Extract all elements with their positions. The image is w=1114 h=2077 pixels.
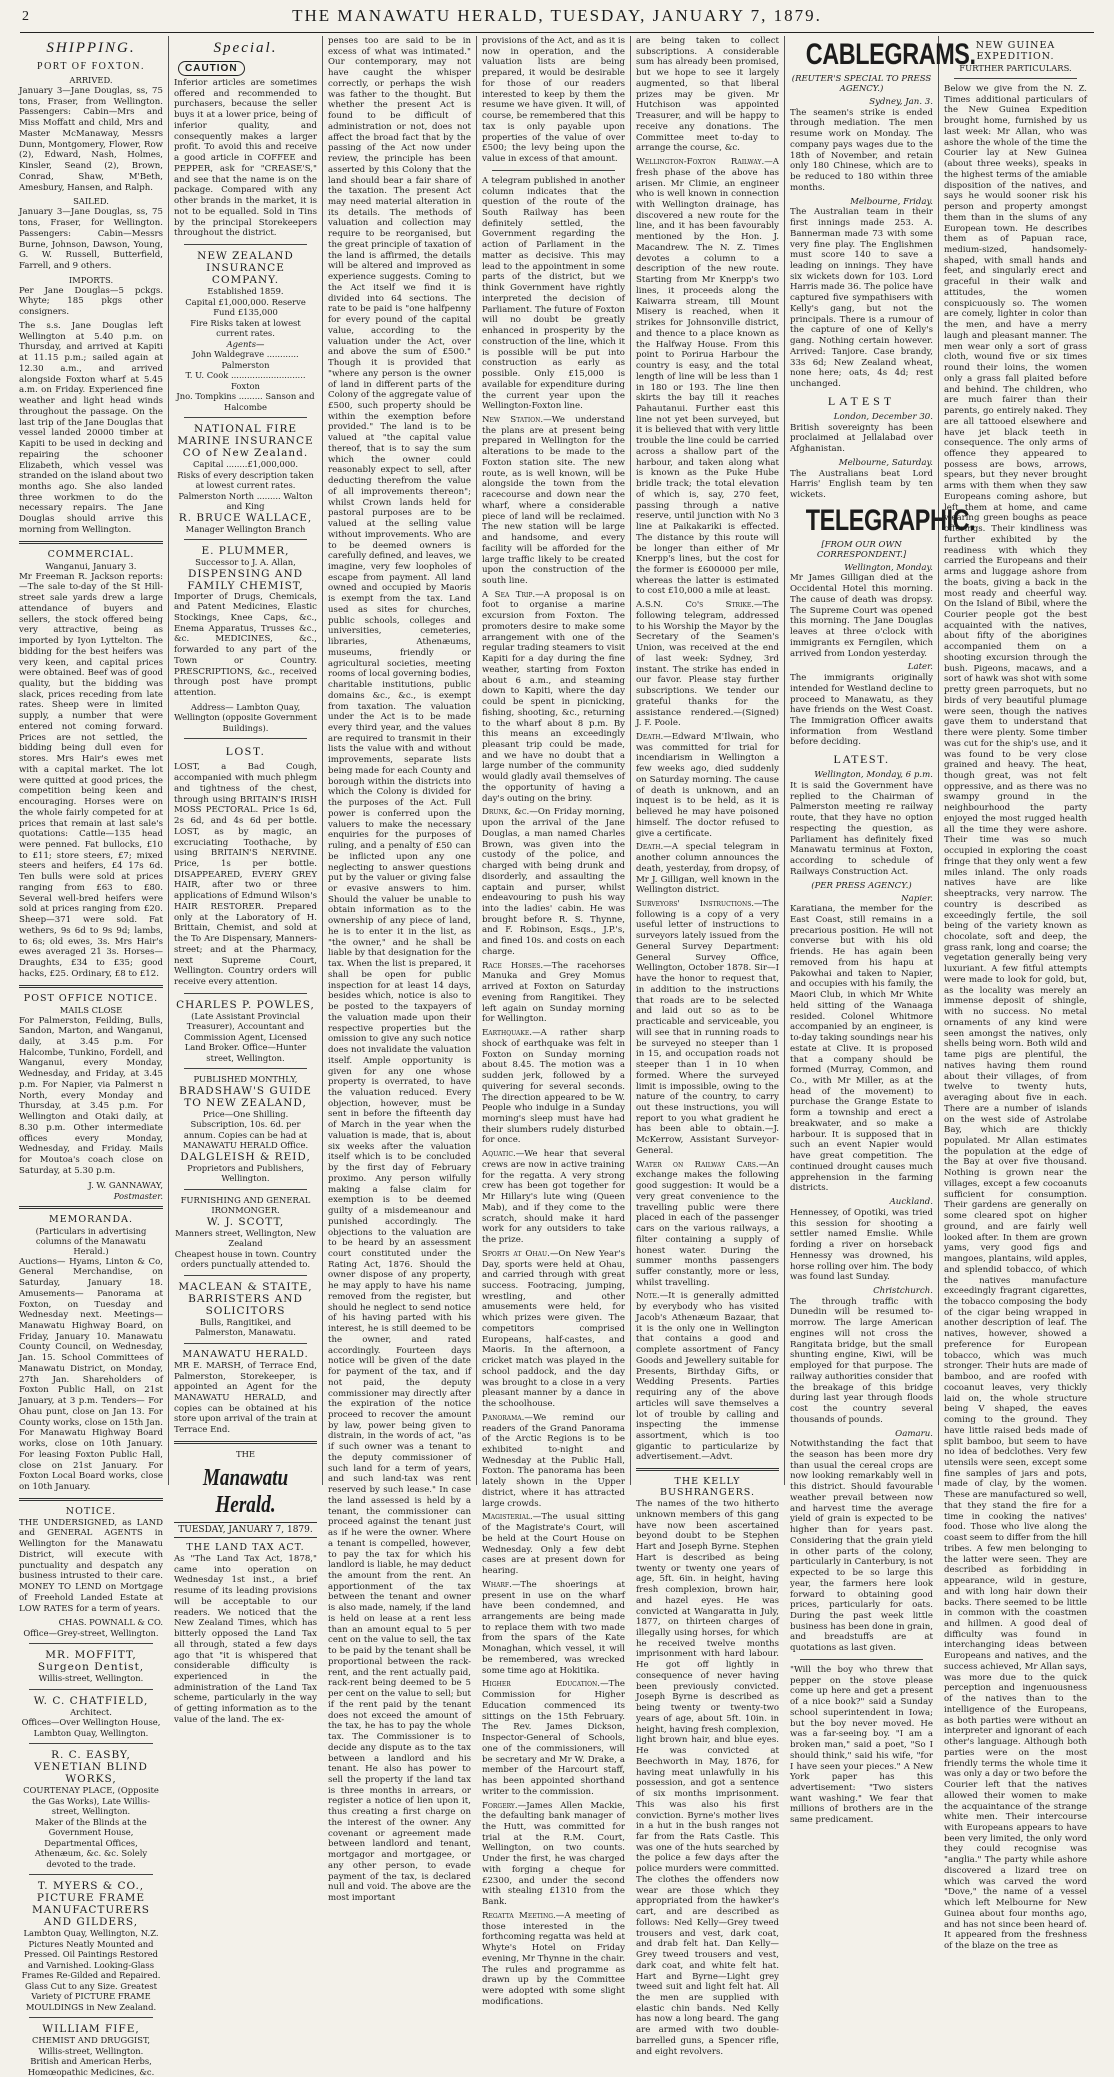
column-7 [938, 36, 1092, 1952]
maclean-trade: BARRISTERS AND SOLICITORS [188, 1292, 303, 1317]
notice-text: THE UNDERSIGNED, as LAND and GENERAL AGENTS in Wellington for the Manawatu District, will execute with punctuality and despatch any business intrusted to their care. MONEY TO LEND on Mortgage of Freehold Landed Estate at LOW RATES for a term of years. [19, 1517, 163, 1614]
kelly-text: The names of the two hitherto unknown members of this gang have now been ascertained beyond doubt to be Stephen Hart and Joseph Byrne. Stephen Hart is described as being twenty or twenty one years of age, 5ft. 6in. in height, having fresh complexion, brown hair, and hazel eyes. He was convicted at Wangaratta in July, 1877, on thirteen charges of illegally using horses, for which he received twelve months imprisonment with hard labour. He got off lightly in consequence of never having been previously convicted. Joseph Byrne is described as being twenty or twenty-two years of age, about 5ft. 10in. in height, having fresh complexion, light brown hair, and blue eyes. He was convicted at Beechworth in May, 1876, for having meat unlawfully in his possession, and got a sentence of six months imprisonment. This was also his first conviction. Byrne's mother lives in a hut in the bush ranges not far from the Rats Castle. This was one of the huts searched by the police a few days after the police murders were committed. The clothes the offenders now wear are those which they appropriated from the hawker's cart, and are described as follows: Ned Kelly—Grey tweed trousers and vest, dark coat, and drab felt hat. Dan Kelly—Grey tweed trousers and vest, dark coat, and white felt hat. Hart and Byrne—Light grey tweed suit and light felt hat. All the men are supplied with elastic chin bands. Ned Kelly has now a long beard. The gang are armed with two double-barrelled guns, a Spencer rifle, and eight revolvers. [636, 1499, 779, 2057]
scott-advert [174, 1195, 317, 1270]
moffitt-name: MR. MOFFITT, Surgeon Dentist, [37, 1649, 145, 1674]
leader-heading: THE LAND TAX ACT. [186, 1541, 305, 1553]
local-news-body: We understand the plans are at present being prepared in Wellington for the alterations to be made to the Foxton station site. The new route, as is well known, will be alongside the town from the racecourse and down near the wharf, where a considerable piece of land will be reclaimed. The new station will be large and handsome, and every facility will be afforded for the large traffic likely to be created upon the construction of the south line. [482, 414, 625, 586]
telegraphic-list [790, 563, 933, 748]
latest-place: London, December 30. [833, 411, 933, 422]
news-body: A fresh phase of the above has arisen. Mr Climie, an engineer who is well known in connection with Wellington drainage, has discovered a new route for the line, and it has been favourably mentioned by the Hon. J. Macandrew. The N. Z. Times devotes a column to a description of the new route. Starting from Mr Knerpp's two lines, it proceeds along the Kaiwarra stream, till Mount Misery is reached, when it strikes for Johnsonville district, and thence to a place known as the Halfway House. From this point to Porirua Harbour the country is easy, and the total length of line will be less than 1 in 180 or 193. The line then skirts the bay till it reaches Pahautanui. Further east this line not yet been surveyed, but it is believed that with very little trouble the line could be carried across a shallow part of the harbour, and taken along what is known as the Puke Hube bridle track; the total elevation of which is, say, 270 feet, passing through a native reserve, until junction with No 3 line at Paikakariki is effected. The distance by this route will be longer than either of Mr Knerpp's lines, but the cost for the former is £600000 per mile, whereas the latter is estimated to cost £10,000 a mile at least. [636, 157, 779, 597]
caution-tag: CAUTION [178, 61, 245, 76]
latest2-heading: LATEST. [833, 752, 890, 767]
divider [184, 1343, 307, 1344]
divider [19, 985, 163, 988]
special-heading: Special. [213, 40, 278, 56]
caution-advert [178, 61, 317, 76]
columns [14, 36, 1100, 2077]
cablegram-place: Melbourne, Friday. [850, 196, 933, 207]
nz-insurance-title: NEW ZEALAND INSURANCE COMPANY. [197, 250, 294, 287]
divider [29, 1643, 153, 1644]
latest-list [790, 412, 933, 501]
latest-heading: LATEST [827, 393, 896, 408]
news-head: Water on Railway Cars. [636, 1159, 759, 1170]
the-label: THE [235, 1448, 255, 1459]
myers-advert [19, 1880, 163, 2012]
news-head: Note. [636, 1291, 660, 1302]
issue-date: TUESDAY, JANUARY 7, 1879. [174, 1522, 317, 1538]
cablegram-body: The seamen's strike is ended through mediation. The men resume work on Monday. The company pays wages due to the 18th of November, and retain only 180 Chinese, which are to be reduced to 180 within three months. [790, 107, 933, 193]
local-news-head: Magisterial. [482, 1512, 533, 1523]
paper-name: Manawatu Herald. [202, 1464, 289, 1518]
page-number: 2 [22, 9, 31, 24]
news-item: Surveyors' Instructions.—The following is a copy of a very useful letter of instructions to surveyors lately issued from the General Survey Department: General Survey Office, Wellington, October 1878. Sir—I have the honor to request that, in addition to the instructions that roads are to be selected and laid out so as to be practicable and serviceable, you will see that in running roads to be surveyed no steeper than 1 in 15, and occupation roads not steeper than 1 in 10 when formed. Where the surveyed limit is impossible, owing to the nature of the country, to carry out these instructions, you will report to you what gradient he has been able to obtain.—J. McKerrow, Assistant Surveyor-General. [636, 899, 779, 1156]
memoranda-text: Auctions— Hyams, Linton & Co, General Merchandise, on Saturday, January 18. Amusements— Panorama at Foxton, on Tuesday and Wednesday next. Meetings— Manawatu Highway Board, on Friday, January 10. Manawatu County Council, on Wednesday, Jan. 15. School Committees of Manawatu District, on Monday, 27th Jan. Shareholders of Foxton Public Hall, on 21st January, at 3 p.m. Tenders— For Ohau punt, close on Jan 13. For County works, close on 15th Jan. For Manawatu Highway Board works, close on 10th January. For leasing Foxton Public Hall, close on 21st January. For Foxton Local Board works, close on 10th January. [19, 1256, 163, 1492]
fife-name: WILLIAM FIFE, [42, 2023, 140, 2036]
national-capital: Capital ........£1,000,000. [192, 459, 299, 470]
local-news-item: Forgery.—James Allen Mackie, the defaulting bank manager of the Hutt, was committed for trial at the R.M. Court, Wellington, on two counts. Under the first, he was charged with forging a cheque for £2300, and under the second with stealing £1310 from the Bank. [482, 1800, 625, 1908]
easby-trade: VENETIAN BLIND WORKS, [34, 1761, 148, 1786]
latest-body: British sovereignty has been proclaimed at Jellalabad over Afghanistan. [790, 422, 933, 455]
maclean-advert [174, 1281, 317, 1338]
telegraphic-place: Later. [907, 662, 933, 673]
press-place: Auckland. [889, 1197, 933, 1208]
local-news-body: James Allen Mackie, the defaulting bank manager of the Hutt, was committed for trial at the R.M. Court, Wellington, on two counts. Under the first, he was charged with forging a cheque for £2300, and under the second with stealing £1310 from the Bank. [482, 1800, 625, 1908]
news-item: Water on Railway Cars.—An exchange makes the following good suggestion: It would be a very great convenience to the travelling public were there placed in each of the passenger cars on the various railways, a filter containing a supply of honest water. During the summer months passengers suffer constantly, more or less, whilst travelling. [636, 1159, 779, 1288]
divider [954, 78, 1077, 79]
press-place: Christchurch. [873, 1285, 933, 1296]
press-place: Oamaru. [895, 1428, 933, 1439]
new-guinea-sub: FURTHER PARTICULARS. [959, 63, 1072, 73]
moffitt-address: Willis-street, Wellington. [38, 1673, 144, 1684]
divider [29, 2017, 153, 2018]
post-office-text: For Palmerston, Feilding, Bulls, Sandon, Marton, and Wanganui, daily, at 3.45 p.m. For Halcombe, Tunkino, Fordell, and Wanganui, every Monday, Wednesday, and Friday, at 3.45 p.m. For Napier, via Palmerst n North, every Monday and Thursday, at 3.45 p.m. For Wellington and Otaki daily, at 8.30 p.m. Other intermediate offices every Monday, Wednesday, and Friday. Mails for Moutoa's coach close on Saturday, at 5.30 p.m. [19, 1015, 163, 1176]
fife-text: British and American Herbs, Homœopathic Medicines, &c. [27, 2056, 155, 2077]
press-item [790, 1286, 933, 1426]
local-news-item: Panorama.—We remind our readers of the Grand Panorama of the Arctic Regions is to be exhibited to-night and Wednesday at the Public Hall, Foxton. The panorama has been lately shown in the Upper district, where it has attracted large crowds. [482, 1412, 625, 1509]
notice-firm-address: Office—Grey-street, Wellington. [23, 1628, 159, 1639]
local-news-item: Race Horses.—The racehorses Manuka and Grey Momus arrived at Foxton on Saturday evening from Rangitikei. They left again on Sunday morning for Wellington. [482, 960, 625, 1025]
divider [29, 1689, 153, 1690]
national-agents-2: R. BRUCE WALLACE, [178, 511, 313, 524]
column-6 [784, 36, 976, 1826]
myers-trade: PICTURE FRAME MANUFACTURERS AND GILDERS, [32, 1892, 150, 1929]
press-item [790, 894, 933, 1195]
dalgleish-text: Proprietors and Publishers, Wellington. [187, 1162, 304, 1184]
local-news-head: Race Horses. [482, 960, 544, 971]
bradshaw-price: Price—One Shilling. [202, 1108, 289, 1119]
cablegram-place: Sydney, Jan. 3. [869, 97, 933, 107]
divider [29, 1743, 153, 1744]
telegraphic-body: The immigrants originally intended for Westland decline to proceed to Manawatu, as they have friends on the West Coast. The Immigration Officer awaits information from Westland before deciding. [790, 673, 933, 748]
cablegram-item [790, 197, 933, 390]
press-body: Hennessey, of Opotiki, was tried this session for shooting a settler named Emslie. While fording a river on horseback Hennessy was drowned, his horse rolling over him. The body was found last Sunday. [790, 1207, 933, 1283]
news-item: Death.—Edward M'Ilwain, who was committed for trial for incendiarism in Wellington a few weeks ago, died suddenly on Saturday morning. The cause of death is unknown, and an inquest is to be held, as it is believed he may have poisoned himself. The doctor refused to give a certificate. [636, 732, 779, 839]
plummer-sub: Successor to J. A. Allan, [195, 557, 296, 568]
news-head: Surveyors' Instructions. [636, 899, 755, 910]
fife-address: Willis-street, Wellington. [38, 2045, 144, 2056]
plummer-advert [174, 545, 317, 733]
postmaster-name: J. W. GANNAWAY, [88, 1179, 163, 1190]
local-news-body: On Friday morning, upon the arrival of the Jane Douglas, a man named Charles Brown, was given into the custody of the police, and charged with being drunk and disorderly, and assaulting the captain and purser, whilst endeavouring to push his way into the ladies' cabin. He was brought before R. S. Thynne, and F. Robinson, Esqs., J.P.'s, and fined 10s. and costs on each charge. [482, 807, 625, 957]
sailed-label: SAILED. [73, 196, 109, 207]
local-news-item: Higher Education.—The Commission for Higher Education commenced its sittings on the 15th February. The Rev. James Dickson, Inspector-General of Schools, one of the commissioners, will be secretary and Mr W. Drake, a member of the Harcourt staff, has been appointed shorthand writer to the commission. [482, 1679, 625, 1797]
cablegrams-heading: CABLEGRAMS. [805, 38, 976, 71]
plummer-address: Address— Lambton Quay, Wellington (opposite Government Buildings). [174, 701, 317, 733]
cablegram-item [790, 97, 933, 194]
local-news-body: The racehorses Manuka and Grey Momus arrived at Foxton on Saturday evening from Rangitikei. They left again on Sunday morning for Wellington. [482, 960, 625, 1025]
news-head: Death. [636, 842, 664, 853]
commercial-heading: COMMERCIAL. [47, 548, 135, 560]
telegraphic-place: Wellington, Monday. [844, 562, 933, 573]
regatta-continued: are being taken to collect subscriptions. A considerable sum has already been promised, but we hope to see it largely augmented, so that liberal prizes may be given. Mr Hutchison was appointed Treasurer, and will be happy to receive any donations. The Committee meet to-day to arrange the course, &c. [636, 36, 779, 154]
local-news-item: New Station.—We understand the plans are at present being prepared in Wellington for the alterations to be made to the Foxton station site. The new route, as is well known, will be alongside the town from the racecourse and down near the wharf, where a considerable piece of land will be reclaimed. The new station will be large and handsome, and every facility will be afforded for the large traffic likely to be created upon the construction of the south line. [482, 414, 625, 586]
local-news-head: Wharf. [482, 1579, 512, 1590]
chatfield-name: W. C. CHATFIELD, [33, 1694, 149, 1707]
tail-text: "Will the boy who threw that pepper on the stove please come up here and get a present of a nice book?" said a Sunday school superintendent in Iowa; but the boy never moved. He was a far-seeing boy. "I am a broken man," said a poet, "So I should think," said his wife, "for I have seen your pieces." A New York paper has this advertisement: "Two sisters want washing." We fear that millions of brothers are in the same predicament. [790, 1664, 933, 1826]
divider [184, 244, 307, 245]
agent-3: Jno. Tompkins ......... Sanson and Halcombe [176, 391, 315, 412]
commercial-dateline: Wanganui, January 3. [45, 560, 137, 571]
kelly-heading: THE KELLY BUSHRANGERS. [660, 1476, 755, 1499]
port-heading: PORT OF FOXTON. [37, 61, 145, 72]
powles-advert [174, 999, 317, 1064]
fife-advert [19, 2023, 163, 2077]
moffitt-advert [19, 1649, 163, 1684]
plummer-trade: DISPENSING AND FAMILY CHEMIST, [187, 567, 304, 592]
lost-text: LOST, a Bad Cough, accompanied with much phlegm and tightness of the chest, through using BRITAIN'S IRISH MOSS PECTORAL. Price 1s 6d, 2s 6d, and 4s 6d per bottle. LOST, as by magic, an excruciating Toothache, by using BRITAIN'S NERVINE. Price, 1s per bottle. DISAPPEARED, EVERY GREY HAIR, after two or three applications of Edmund Wilson's HAIR RESTORER. Prepared only at the Laboratory of H. Brittain, Chemist, and sold at the To Are Dispensary, Manners-street; and at the Pharmacy, next Supreme Court, Wellington. Country orders will receive every attention. [174, 762, 317, 988]
masthead [20, 6, 1094, 33]
local-news-item: Sports at Ohau.—On New Year's Day, sports were held at Ohau, and carried through with great success. Footracing, jumping, wrestling, and other amusements were held, for which prizes were given. The competitors comprised Europeans, half-castes, and Maoris. In the afternoon, a cricket match was played in the school paddock, and the day was brought to a close in a very pleasant manner by a dance in the schoolhouse. [482, 1248, 625, 1410]
sailed-text: January 3—Jane Douglas, ss, 75 tons, Fraser, for Wellington. Passengers: Cabin—Messrs Burne, Johnson, Dawson, Young, G. W. Russell, Butterfield, Farrell, and 9 others. [19, 207, 163, 272]
local-news-body: We hear that several crews are now in active training for the regatta. A very strong crew has been got together for Mr Hillary's lute wing (Queen Mab), and if they come to the scratch, should make it hard work for any outsiders to take the prize. [482, 1149, 625, 1246]
local-news-body: The Commission for Higher Education commenced its sittings on the 15th February. The Rev. James Dickson, Inspector-General of Schools, one of the commissioners, will be secretary and Mr W. Drake, a member of the Harcourt staff, has been appointed shorthand writer to the commission. [482, 1679, 625, 1797]
memoranda-sub: (Particulars in advertising columns of the Manawatu Herald.) [35, 1225, 147, 1256]
news-body: It is generally admitted by everybody who has visited Jacob's Athenæum Bazaar, that it is the only one in Wellington that contains a good and complete assortment of Fancy Goods and Jewellery suitable for Presents, Birthday Gifts, or Wedding Presents. Parties requiring any of the above articles will save themselves a lot of trouble by calling and inspecting the immense assortment, which is too gigantic to particularize by advertisement.—Advt. [636, 1291, 779, 1463]
nz-insurance-established: Established 1859. [207, 286, 284, 297]
cablegram-body: The Australian team in their first innings made 253. A. Bannerman made 73 with some very fine play. The Englishmen must score 140 to save a leading on innings. They have six wickets down for 103. Lord Harris made 36. The police have captured five sympathisers with Kelly's gang, but not the principals. There is a rumour of the capture of one of Kelly's gang. Nothing certain however. Arrived: Tanjore. Case brandy, 33s 6d; New Zealand wheat, none here; oats, 4s 4d; rest unchanged. [790, 207, 933, 390]
local-news-item: Wharf.—The shoerings at present in use on the wharf have been condemned, and arrangements are being made to replace them with two made from the spars of the Kate Monaghan, which vessel, it will be remembered, was wrecked some time ago at Hokitika. [482, 1579, 625, 1676]
local-news-item: Drunk, &c.—On Friday morning, upon the arrival of the Jane Douglas, a man named Charles Brown, was given into the custody of the police, and charged with being drunk and disorderly, and assaulting the captain and purser, whilst endeavouring to push his way into the ladies' cabin. He was brought before R. S. Thynne, and F. Robinson, Esqs., J.P.'s, and fined 10s. and costs on each charge. [482, 807, 625, 957]
divider [636, 1468, 779, 1471]
local-news-head: Sports at Ohau. [482, 1248, 550, 1259]
herald-notice-heading: MANAWATU HERALD. [182, 1348, 309, 1360]
news-head: Death. [636, 732, 664, 742]
powles-text: (Late Assistant Provincial Treasurer), Accountant and Commission Agent, Licensed Land Broker. Office—Hunter street, Wellington. [184, 1010, 307, 1063]
published-label: PUBLISHED MONTHLY, [193, 1074, 298, 1085]
divider [29, 1874, 153, 1875]
powles-name: CHARLES P. POWLES, [176, 998, 315, 1011]
easby-advert [19, 1749, 163, 1869]
agent-1: John Waldegrave ............ Palmerston [192, 349, 299, 370]
press-agency-sub: (PER PRESS AGENCY.) [811, 880, 912, 891]
easby-name: R. C. EASBY, [51, 1749, 131, 1762]
press-body: The through traffic with Dunedin will be resumed to-morrow. The large American engines will not cross the Rangitata bridge, but the small shunting engine, Kiwi, will be employed for that purpose. The railway authorities consider that the breakage of this bridge during last year through floods cost the country several thousands of pounds. [790, 1296, 933, 1425]
local-news-item: A Sea Trip.—A proposal is on foot to organise a marine excursion from Foxton. The promoters desire to make some arrangement with one of the regular trading steamers to visit Kapiti for a day during the fine weather, starting from Foxton about 6 a.m., and steaming down to Kapiti, where the day could be spent in picnicking, fishing, shooting, &c., returning to the wharf about 8 p.m. By this means an exceedingly pleasant trip could be made, and we have no doubt that a large number of the community would gladly avail themselves of the opportunity of having a day's outing on the briny. [482, 589, 625, 804]
leader-text: As "The Land Tax Act, 1878," came into operation on Wednesday 1st inst., a brief resume of its leading provisions will be acceptable to our readers. We noticed that the New Zealand Times, which has bitterly opposed the Land Tax all through, stated a few days ago that "it is whispered that considerable difficulty is experienced in the administration of the Land Tax scheme, particularly in the way of getting information as to the value of the land. The ex- [174, 1553, 317, 1725]
local-news-head: Aquatic. [482, 1149, 516, 1160]
divider [184, 417, 307, 418]
news-item: A.S.N. Co's Strike.—The following telegram, addressed to his Worship the Mayor by the Secretary of the Seamen's Union, was received at the end of last week: Sydney, 3rd instant. The strike has ended in our favor. Please stay further subscriptions. We tender our grateful thanks for the assistance rendered.—(Signed) J. F. Poole. [636, 600, 779, 729]
local-news-head: Drunk, &c. [482, 807, 530, 818]
dalgleish-name: DALGLEISH & REID, [180, 1150, 311, 1163]
agents-label: Agents— [226, 338, 265, 349]
post-office-heading: POST OFFICE NOTICE. [23, 992, 159, 1004]
local-news-item: Aquatic.—We hear that several crews are now in active training for the regatta. A very strong crew has been got together for Mr Hillary's lute wing (Queen Mab), and if they come to the scratch, should make it hard work for any outsiders to take the prize. [482, 1149, 625, 1246]
press-list [790, 894, 933, 1654]
latest2-body: It is said the Government have replied to the Chairman of Palmerston meeting re railway route, that they have no option respecting the question, as Parliament has definitely fixed Manawatu terminus at Foxton, according to schedule of Railways Construction Act. [790, 780, 933, 877]
local-news-body: A meeting of those interested in the forthcoming regatta was held at Whyte's Hotel on Friday evening, Mr Thynne in the chair. The rules and programme as drawn up by the Committee were adopted with some slight modifications. [482, 1910, 625, 2007]
local-news-head: Regatta Meeting. [482, 1910, 556, 1921]
nz-insurance-capital: Capital £1,000,000. Reserve Fund £135,000 [185, 296, 306, 318]
divider [19, 1498, 163, 1501]
new-guinea-heading: NEW GUINEA EXPEDITION. [975, 40, 1056, 62]
local-news-body: On New Year's Day, sports were held at Ohau, and carried through with great success. Footracing, jumping, wrestling, and other amusements were held, for which prizes were given. The competitors comprised Europeans, half-castes, and Maoris. In the afternoon, a cricket match was played in the school paddock, and the day was brought to a close in a very pleasant manner by a dance in the schoolhouse. [482, 1248, 625, 1410]
imports-label: IMPORTS. [68, 274, 114, 285]
news-head: A.S.N. Co's Strike. [636, 600, 755, 611]
local-news-list [482, 415, 625, 2007]
news-body: A special telegram in another column announces the death, yesterday, from dropsy, of Mr J. Gilligan, well known in the Wellington district. [636, 842, 779, 896]
chatfield-title: Architect. [70, 1706, 112, 1717]
easby-text: Maker of the Blinds at the Government House, Departmental Offices, Athenæum, &c. &c. Solely devoted to the trade. [34, 1816, 148, 1869]
local-news-body: A proposal is on foot to organise a marine excursion from Foxton. The promoters desire to make some arrangement with one of the regular trading steamers to visit Kapiti for a day during the fine weather, starting from Foxton about 6 a.m., and steaming down to Kapiti, where the day could be spent in picnicking, fishing, shooting, &c., returning to the wharf about 8 p.m. By this means an exceedingly pleasant trip could be made, and we have no doubt that a large number of the community would gladly avail themselves of the opportunity of having a day's outing on the briny. [482, 589, 625, 804]
bradshaw-text: Subscription, 10s. 6d. per annum. Copies can be had at MANAWATU HERALD Office. [182, 1119, 309, 1151]
imports-text: Per Jane Douglas—5 pckgs. Whyte; 185 pkgs other consigners. [19, 285, 163, 318]
bradshaw-advert [174, 1074, 317, 1184]
local-news-head: Forgery. [482, 1800, 518, 1811]
divider [184, 1068, 307, 1069]
lost-heading: LOST. [225, 744, 266, 759]
postmaster-title: Postmaster. [113, 1190, 163, 1201]
local-news-head: Earthquake. [482, 1028, 532, 1039]
chatfield-advert [19, 1695, 163, 1739]
plummer-name: E. PLUMMER, [201, 545, 290, 558]
scott-address: Manners street, Wellington, New Zealand [175, 1227, 316, 1249]
caution-text: Inferior articles are sometimes offered and recommended to purchasers, because the seller buys it at a lower price, being of inferior quality, and consequently makes a larger profit. To avoid this and receive a good article in COFFEE and PEPPER, ask for "CREASE'S," and see that the name is on the package. Compared with any other brands in the market, it is not to be equalled. Sold in Tins by the principal Storekeepers throughout the district. [174, 78, 317, 239]
national-title: NATIONAL FIRE MARINE INSURANCE CO of New Zealand. [177, 423, 314, 460]
arrived-label: ARRIVED. [69, 75, 113, 85]
herald-notice-text: MR E. MARSH, of Terrace End, Palmerston, Storekeeper, is appointed an Agent for the MANAWATU HERALD, and copies can be obtained at his store upon arrival of the train at Terrace End. [174, 1360, 317, 1436]
local-news-head: Higher Education. [482, 1679, 601, 1690]
memoranda-heading: MEMORANDA. [48, 1213, 133, 1225]
new-guinea-text: Below we give from the N. Z. Times additional particulars of the New Guinea Expedition brought home, furnished by us last week: Mr Allan, who was ashore the whole of the time the Courier lay at New Guinea (about three weeks), speaks in the highest terms of the amiable disposition of the natives, and says he would sooner risk his person and property amongst them than in the slums of any European town. He describes them as of Papuan race, medium-sized, handsomely-shaped, with small hands and feet, and singularly erect and graceful in their walk and attitudes, the women conspicuously so. The women are comely, lighter in color than the men, and have a merry laugh and pleasant manner. The men wear only a sort of grass cloth, wound five or six times round their loins, the women only a grass fall plaited before and behind. The children, who are much fairer than their parents, go entirely naked. They are all tattooed elsewhere and have jet black teeth in consequence. The only arms of offence they appeared to possess are bows, arrows, spears, but they never brought arms with them when they saw Europeans coming ashore, but left them at home, and came wearing green boughs as peace offerings. Their kindliness was further exhibited by the readiness with which they carried the Europeans and their arms and luggage ashore from the boats, giving a back in the most ready and cheerful way. On the Island of Bibil, where the Courier people got the best acquainted with the natives, about fifty of the aborigines accompanied them on a shooting excursion through the bush. Pigeons, macaws, and a sort of hawk was shot with some pretty green parroquets, but no birds of very beautiful plumage were seen, though the natives gave them to understand that there were plenty. Some timber was cut for the ship's use, and it was found to be very close grained and heavy. The heat, though great, was not felt oppressive, and as there was no swampy ground in the neighbourhood the party enjoyed the most rugged health all the time they were ashore. Their time was so much occupied in exploring the coast fringe that they only went a few miles inland. The only roads natives have are like sheeptracks, very narrow. The country is described as exceedingly fertile, the soil being of the variety known as chocolate, soft and deep, the grass rank, long and coarse; the vegetation generally being very luxuriant. A few fitful attempts were made to look for gold, but, as the locality was merely an immense deposit of shingle, with no success. No metal ornaments of any kind were seen amongst the natives, only shells being worn. Both wild and tame pigs are plentiful, the natives having them round about their villages, of from twelve to twenty huts, averaging about five in each. There are a number of islands on the west side of Astrolabe Bay, which are thickly populated. Mr Allan estimates the population at the edge of the Bay at over five thousand. Nothing is grown near the villages, except a few cocoanuts sufficient for consumption. Their gardens are generally on some cleared spot on higher ground, and are fairly well looked after. In them are grown yams, very good figs and mangoes, plantains, wild apples, and splendid tobacco, of which the natives manufacture exceedingly fragrant cigarettes, the tobacco composing the body of the cigar being wrapped in another description of leaf. The natives, however, showed a preference for European tobacco, which was much stronger. Their huts are made of bamboo, and are roofed with cocoanut leaves, very thickly laid on, the whole structure being V shaped, the eaves coming to the ground. They have little raised beds made of split bamboo, but seem to have no idea of bedclothes. Very few utensils were seen, except some fine samples of jars and pots, made of clay, by the women. These are manufactured so well, that they stand the fire for a time in cooking the natives' food. Those who live along the coast seem to differ from the hill tribes. A few men belonging to the latter were seen. They are described as forbidding in appearance, wild in gesture, and with long hair down their backs. There seemed to be little in common with the coastmen and hillmen. A good deal of difficulty was found in interchanging ideas between Europeans and natives, and the success achieved, Mr Allan says, was more due to the quick perception and ingenuousness of the natives than to the intelligence of the Europeans, as both parties were without an interpreter and ignorant of each other's language. Although both parties were on the most friendly terms the whole time it was only a day or two before the Courier left that the natives allowed their women to make the acquaintance of the strange white men. Their intercourse with Europeans appears to have been very limited, the only word they could recognise was "anglia." The party while ashore discovered a lizard tree on which was carved the word "Dove," the name of a vessel which left Melbourne for New Guinea about four months ago, and has not since been heard of. It appeared from the freshness of the blaze on the tree as [944, 84, 1087, 1952]
national-agents-3: Manager Wellington Branch [185, 523, 306, 534]
local-news-item: Earthquake.—A rather sharp shock of earthquake was felt in Foxton on Sunday morning about 8.45. The motion was a sudden jerk, followed by a quivering for several seconds. The direction appeared to be W. People who indulge in a Sunday morning's sleep must have had their slumbers rudely disturbed for once. [482, 1028, 625, 1146]
telegraphic-sub: [FROM OUR OWN CORRESPONDENT.] [816, 539, 907, 560]
arrived-text: January 3—Jane Douglas, ss, 75 tons, Fraser, from Wellington. Passengers: Cabin—Mrs and Miss Moffatt and child, Mrs and Master McManaway, Messrs Dunn, Montgomery, Flower, Row (2), Edward, Nash, Holmes, Kinsler, Seand (2), Brown, Conrad, Shaw, M'Beth, Amesbury, Hansen, and Ralph. [19, 86, 163, 193]
latest-item [790, 412, 933, 455]
news-item: Note.—It is generally admitted by everybody who has visited Jacob's Athenæum Bazaar, that it is the only one in Wellington that contains a good and complete assortment of Fancy Goods and Jewellery suitable for Presents, Birthday Gifts, or Wedding Presents. Parties requiring any of the above articles will save themselves a lot of trouble by calling and inspecting the immense assortment, which is too gigantic to particularize by advertisement.—Advt. [636, 1291, 779, 1463]
local-news-head: New Station. [482, 414, 544, 425]
shipping-note: The s.s. Jane Douglas left Wellington at 5.40 p.m. on Thursday, and arrived at Kapiti at 11.15 p.m.; sailed again at 12.30 a.m., and arrived alongside Foxton wharf at 5.45 a.m. on Friday. Experienced fine weather and light head winds throughout the passage. On the last trip of the Jane Douglas that vessel landed 20000 timber at Kapiti to be used in decking and repairing the schooner Elizabeth, which vessel was stranded on the island about two months ago. She also landed three workmen to do the necessary repairs. The Jane Douglas should arrive this morning from Wellington. [19, 320, 163, 535]
divider [19, 541, 163, 544]
myers-address: Lambton Quay, Wellington, N.Z. [23, 1928, 159, 1939]
divider [174, 1441, 317, 1444]
divider [184, 1189, 307, 1190]
latest2-list [790, 770, 933, 877]
latest-body: The Australians beat Lord Harris' English team by ten wickets. [790, 468, 933, 500]
divider [184, 539, 307, 540]
myers-text: Pictures Neatly Mounted and Pressed. Oil Paintings Restored and Varnished. Looking-Glass Frames Re-Gilded and Repaired. Glass Cut to any Size. Greatest Variety of PICTURE FRAME MOULDINGS in New Zealand. [21, 1938, 161, 2012]
local-news-body: A rather sharp shock of earthquake was felt in Foxton on Sunday morning about 8.45. The motion was a sudden jerk, followed by a quivering for several seconds. The direction appeared to be W. People who indulge in a Sunday morning's sleep must have had their slumbers rudely disturbed for once. [482, 1028, 625, 1146]
column-4 [476, 36, 630, 2007]
bradshaw-title: BRADSHAW'S GUIDE TO NEW ZEALAND, [179, 1084, 312, 1109]
press-body: Notwithstanding the fact that the season has been more dry than usual the cereal crops are now looking remarkably well in this district. Should favourable weather prevail between now and harvest time the average yield of grain is expected to be higher than for years past. Considering that the grain yield in other parts of the colony, particularly in Canterbury, is not expected to be so large this year, the farmers here look forward to obtaining good prices, particularly for oats. During the past week little business has been done in grain, and breadstuffs are at quotations as last given. [790, 1439, 933, 1654]
divider [19, 1206, 163, 1209]
news-body: The following is a copy of a very useful letter of instructions to surveyors lately issued from the General Survey Department: General Survey Office, Wellington, October 1878. Sir—I have the honor to request that, in addition to the instructions that roads are to be selected and laid out so as to be practicable and serviceable, you will see that in running roads to be surveyed no steeper than 1 in 15, and occupation roads not steeper than 1 in 10 when formed. Where the surveyed limit is impossible, owing to the nature of the country, to carry out these instructions, you will report to you what gradient he has been able to obtain.—J. McKerrow, Assistant Surveyor-General. [636, 899, 779, 1156]
fife-trade: CHEMIST AND DRUGGIST, [32, 2035, 150, 2046]
news-body: Edward M'Ilwain, who was committed for trial for incendiarism in Wellington a few weeks ago, died suddenly on Saturday morning. The cause of death is unknown, and an inquest is to be held, as it is believed he may have poisoned himself. The doctor refused to give a certificate. [636, 732, 779, 839]
nz-insurance-advert [174, 250, 317, 412]
national-insurance-advert [174, 423, 317, 534]
news-item: Death.—A special telegram in another column announces the death, yesterday, from dropsy, of Mr J. Gilligan, well known in the Wellington district. [636, 842, 779, 896]
maclean-name: MACLEAN & STAITE, [178, 1280, 313, 1293]
cable-list [790, 97, 933, 390]
local-news-item: Regatta Meeting.—A meeting of those interested in the forthcoming regatta was held at Whyte's Hotel on Friday evening, Mr Thynne in the chair. The rules and programme as drawn up by the Committee were adopted with some slight modifications. [482, 1910, 625, 2007]
mails-close: MAILS CLOSE [59, 1004, 123, 1015]
national-text: Risks of every description taken at lowest current rates. [177, 469, 314, 491]
cablegrams-sub: (REUTER'S SPECIAL TO PRESS AGENCY.) [791, 74, 932, 94]
press-place: Napier. [901, 893, 933, 904]
shipping-heading: SHIPPING. [46, 40, 136, 56]
commercial-text: Mr Freeman R. Jackson reports:—The sale to-day of the St Hill-street sale yards drew a large attendance of buyers and sellers, the stock offered being very attractive, being as imported by Iyon Lyttelton. The bidding for the best heifers was very keen, and capital prices were obtained. Beef was of good quality, but the bidding was slack, prices receding from late rates. Sheep were in limited supply, a number that were entered not coming forward. Prices are not settled, the bidding being dull even for stores. Mrs Hair's ewes met with a capital market. The lot were quitted at good prices, the competition being keen and encouraging. Horses were on the whole fairly competed for at prices that remain at last sale's quotations: Cattle—135 head were penned. Fat bullocks, £10 to £11; store steers, £7; mixed steers and heifers, £4 17s 6d. Ten bulls were sold at prices ranging from £63 to £80. Several well-bred heifers were sold at prices ranging from £20. Sheep—371 were sold. Fat wethers, 9s 6d to 9s 9d; lambs, to 6s; old ewes, 3s. Mrs Hair's ewes averaged 21 3s. Horses—Draughts, £34 to £35; good hacks, £25. Ordinary, £8 to £12. [19, 571, 163, 979]
scott-name: W. J. SCOTT, [206, 1215, 285, 1228]
telegraphic-heading: TELEGRAPHIC. [805, 503, 976, 537]
news-body: An exchange makes the following good suggestion: It would be a very great convenience to the travelling public were there placed in each of the passenger cars on the various railways, a filter containing a supply of honest water. During the summer months passengers suffer constantly, more or less, whilst travelling. [636, 1159, 779, 1288]
easby-address: COURTENAY PLACE, (Opposite the Gas Works), Late Willis-street, Wellington. [23, 1785, 159, 1817]
news-head: Wellington-Foxton Railway. [636, 157, 765, 168]
telegraphic-item [790, 662, 933, 748]
latest2-item [790, 770, 933, 877]
latest-item [790, 458, 933, 501]
press-body: Karatiana, the member for the East Coast, still remains in a precarious position. He will not converse but with his old friends. He has again been removed from his hapu at Pakowhai and taken to Napier, and occupies with his family, the Maori Club, in which Mr White held sitting of the Wanaaga resided. Colonel Whitmore accompanied by an engineer, is to-day taking soundings near his estate at Clive. It is proposed that a company should be formed (Murray, Common, and Co., with Mr Miller, as at the head of the movement) to purchase the Grange Estate to form a township and erect a breakwater, and so make a harbour. It is supposed that in such an event Napier would have great competition. The continued drought causes much apprehension in the farming districts. [790, 904, 933, 1194]
local-news-body: The usual sitting of the Magistrate's Court, will be held at the Court House on Wednesday. Only a few debt cases are at present down for hearing. [482, 1512, 625, 1577]
column-3 [322, 36, 476, 1904]
agent-2: T. U. Cook ............................ Foxton [185, 370, 306, 391]
news-item: Wellington-Foxton Railway.—A fresh phase of the above has arisen. Mr Climie, an engineer who is well known in connection with Wellington drainage, has discovered a new route for the line, and it has been favourably mentioned by the Hon. J. Macandrew. The N. Z. Times devotes a column to a description of the new route. Starting from Mr Knerpp's two lines, it proceeds along the Kaiwarra stream, till Mount Misery is reached, when it strikes for Johnsonville district, and thence to a place known as the Halfway House. From this point to Porirua Harbour the country is easy, and the total length of line will be less than 1 in 180 or 193. The line then skirts the bay till it reaches Pahautanui. Further east this line not yet been surveyed, but it is believed that with very little trouble the line could be carried across a shallow part of the harbour, and taken along what is known as the Puke Hube bridle track; the total elevation of which is, say, 270 feet, passing through a native reserve, until junction with No 3 line at Paikakariki is effected. The distance by this route will be longer than either of Mr Knerpp's lines, but the cost for the former is £600000 per mile, whereas the latter is estimated to cost £10,000 a mile at least. [636, 157, 779, 597]
maclean-address: Bulls, Rangitikei, and Palmerston, Manawatu. [195, 1316, 296, 1338]
divider [184, 993, 307, 994]
local-news-body: The shoerings at present in use on the wharf have been condemned, and arrangements are being made to replace them with two made from the spars of the Kate Monaghan, which vessel, it will be remembered, was wrecked some time ago at Hokitika. [482, 1579, 625, 1676]
news-list [636, 157, 779, 1463]
latest-place: Melbourne, Saturday. [838, 457, 933, 468]
local-news-head: A Sea Trip. [482, 589, 536, 600]
telegram-text: A telegram published in another column indicates that the question of the route of the South Railway has been definitely settled, the Government regarding the action of Parliament in the matter as decisive. This may lead to the appointment in some parts of the district, but we think Government have rightly interpreted the decision of Parliament. The future of Foxton will no doubt be greatly enhanced in prosperity by the construction of the line, which it is possible will be put into construction as early as possible. Only £15,000 is available for expenditure during the current year upon the Wellington-Foxton line. [482, 175, 625, 412]
myers-name: T. MYERS & CO., [37, 1880, 145, 1893]
leader-conclusion: provisions of the Act, and as it is now in operation, and the valuation lists are being prepared, it would be desirable for those of our readers interested to keep by them the resume we have given. It will, of course, be remembered that this tax is only payable upon properties of the value of over £500; the levy being upon the value in excess of that amount. [482, 36, 625, 165]
scott-text: Cheapest house in town. Country orders punctually attended to. [174, 1248, 317, 1270]
chatfield-address: Offices—Over Wellington House, Lambton Quay, Wellington. [21, 1717, 161, 1738]
notice-heading: NOTICE. [65, 1505, 117, 1517]
news-body: The following telegram, addressed to his Worship the Mayor by the Secretary of the Seamen's Union, was received at the end of last week: Sydney, 3rd instant. The strike has ended in our favor. Please stay further subscriptions. We tender our grateful thanks for the assistance rendered.—(Signed) J. F. Poole. [636, 600, 779, 729]
press-item [790, 1197, 933, 1283]
furnishing-label: FURNISHING AND GENERAL IRONMONGER. [180, 1194, 311, 1216]
national-agents-1: Palmerston North ......... Walton and King [178, 490, 313, 512]
telegraphic-item [790, 563, 933, 660]
column-1 [14, 36, 168, 2077]
telegraphic-body: Mr James Gilligan died at the Occidental Hotel this morning. The cause of death was dropsy. The Supreme Court was opened this morning. The Jane Douglas leaves at three o'clock with immigrants ex Ferngilen, which arrived from London yesterday. [790, 573, 933, 659]
press-item [790, 1429, 933, 1654]
masthead-title: THE MANAWATU HERALD, TUESDAY, JANUARY 7, 1879. [292, 6, 822, 25]
local-news-head: Panorama. [482, 1412, 525, 1423]
local-news-body: We remind our readers of the Grand Panorama of the Arctic Regions is to be exhibited to-night and Wednesday at the Public Hall, Foxton. The panorama has been lately shown in the Upper district, where it has attracted large crowds. [482, 1412, 625, 1509]
divider [184, 1275, 307, 1276]
latest2-place: Wellington, Monday, 6 p.m. [814, 770, 933, 781]
divider [492, 170, 615, 171]
local-news-item: Magisterial.—The usual sitting of the Magistrate's Court, will be held at the Court House on Wednesday. Only a few debt cases are at present down for hearing. [482, 1512, 625, 1577]
divider [184, 738, 307, 739]
notice-firm: CHAS. POWNALL & CO. [58, 1617, 163, 1628]
plummer-text: Importer of Drugs, Chemicals, and Patent Medicines, Elastic Stockings, Knee Caps, &c., Enema Apparatus, Trusses &c., &c. MEDICINES, &c., forwarded to any part of the Town or Country. PRESCRIPTIONS, &c., received through post have prompt attention. [174, 591, 317, 699]
column-5 [630, 36, 784, 2057]
divider [800, 1659, 923, 1660]
column-2 [168, 36, 322, 1725]
nz-insurance-text: Fire Risks taken at lowest current rates. [190, 317, 301, 339]
leader-continued: penses too are said to be in excess of what was intimated." Our contemporary, may not have caught the whisper correctly, or perhaps the wish was father to the thought. But whether the present Act is found to be difficult of administration or not, does not affect the broad fact that by the passing of the Act now under review, the principle has been asserted by this Colony that the land should bear a fair share of the taxation. The present Act may need material alteration in its details. The methods of valuation and collection may require to be reorganised, but the great principle of taxation of the land is affirmed, the details will be altered and improved as experience suggests. Coming to the Act itself we find it is divided into 64 sections. The rate to be paid is "one halfpenny for every pound of the capital value, according to the valuation under the Act, over and above the sum of £500." Though it is provided that "where any person is the owner of land in different parts of the Colony of the aggregate value of £500, such property should be within the exemption before provided." The land is to be valued at "the capital value thereof, that is to say the sum which the owner could reasonably expect to sell, after deducting therefrom the value of all improvements thereon"; whilst Crown lands held for pastoral purposes are to be valued at the selling value without improvements. Who are to be deemed owners is carefully defined, and leaves, we imagine, very few loopholes of escape from payment. All land owned and occupied by Maoris is exempt from the tax. Land used as sites for churches, public schools, colleges and universities, cemeteries, libraries, Athenæums, museums, friendly or agricultural societies, meeting rooms of local governing bodies, charitable institutions, public domains &c., &c., is exempt from taxation. The valuation under the Act is to be made every third year, and the values are required to transmit in their lists the value with and without improvements, separate lists being made for each County and borough within the districts into which the Colony is divided for the purposes of the Act. Full power is conferred upon the valuers to make the necessary enquiries for the purposes of ruling, and a penalty of £50 can be inflicted upon any one neglecting to answer questions put by the valuer or giving false or evasive answers to him. Should the valuer be unable to obtain information as to the ownership of any piece of land, he is to enter it in the list, as "the owner," and he shall be liable by that designation for the tax. When the list is prepared, it shall be open for public inspection for at least 14 days, besides which, notice is also to be posted to the taxpayers of the valuation made upon their respective properties but the omission to give any such notice does not invalidate the valuation itself. Ample opportunity is given for any one whose property is overrated, to have the valuation reduced. Every objection, however, must be sent in before the fifteenth day of March in the year when the valuation is made, that is, about six weeks after the valuation itself which is to be concluded by the first day of February proximo. Any person wilfully making a false claim for exemption is to be deemed guilty of a misdemeanour and punished accordingly. The objections to the valuation are to be heard by an assessment court constituted under the Rating Act, 1876. Should the owner dispose of any property, he may apply to have his name removed from the register, but should he neglect to send notice of his having parted with his interest, he is still deemed to be the owner, and rated accordingly. Fourteen days notice will be given of the date for payment of the tax, and if not paid, the deputy commissioner may directly after the expiration of the notice proceed to recover the amount by law, power being given to distrain, in the words of act, "as if such owner was a tenant to the deputy commissioner of such land for a term of years, and such land-tax was rent reserved by such lease." In case the land assessed is held by a tenant, the commissioner can proceed against the tenant just as if he were the owner. Where a tenant is compelled, however, to pay the tax for which his landlord is liable, he may deduct the amount from the rent. An apportionment of the tax between the tenant and owner is also made, namely, if the land is held on lease at a rent less than an amount equal to 5 per cent on the value to sell, the tax to be paid by the tenant shall be proportional between the rack-rent, and the rent actually paid, rack-rent being deemed to be 5 per cent on the value to sell; but if the rent paid by the tenant does not exceed the amount of the tax, he has to pay the whole tax. The Commissioner is to decide any dispute as to the tax between a landlord and his tenant. He also has power to sell the property if the land tax is three months in arrears, or register a notice of lien upon it, thus creating a first charge on the interest of the owner. Any covenant or agreement made between landlord and tenant, mortgagor and mortgagee, or any other person, to evade payment of the tax, is declared null and void. The above are the most important [328, 36, 471, 1904]
